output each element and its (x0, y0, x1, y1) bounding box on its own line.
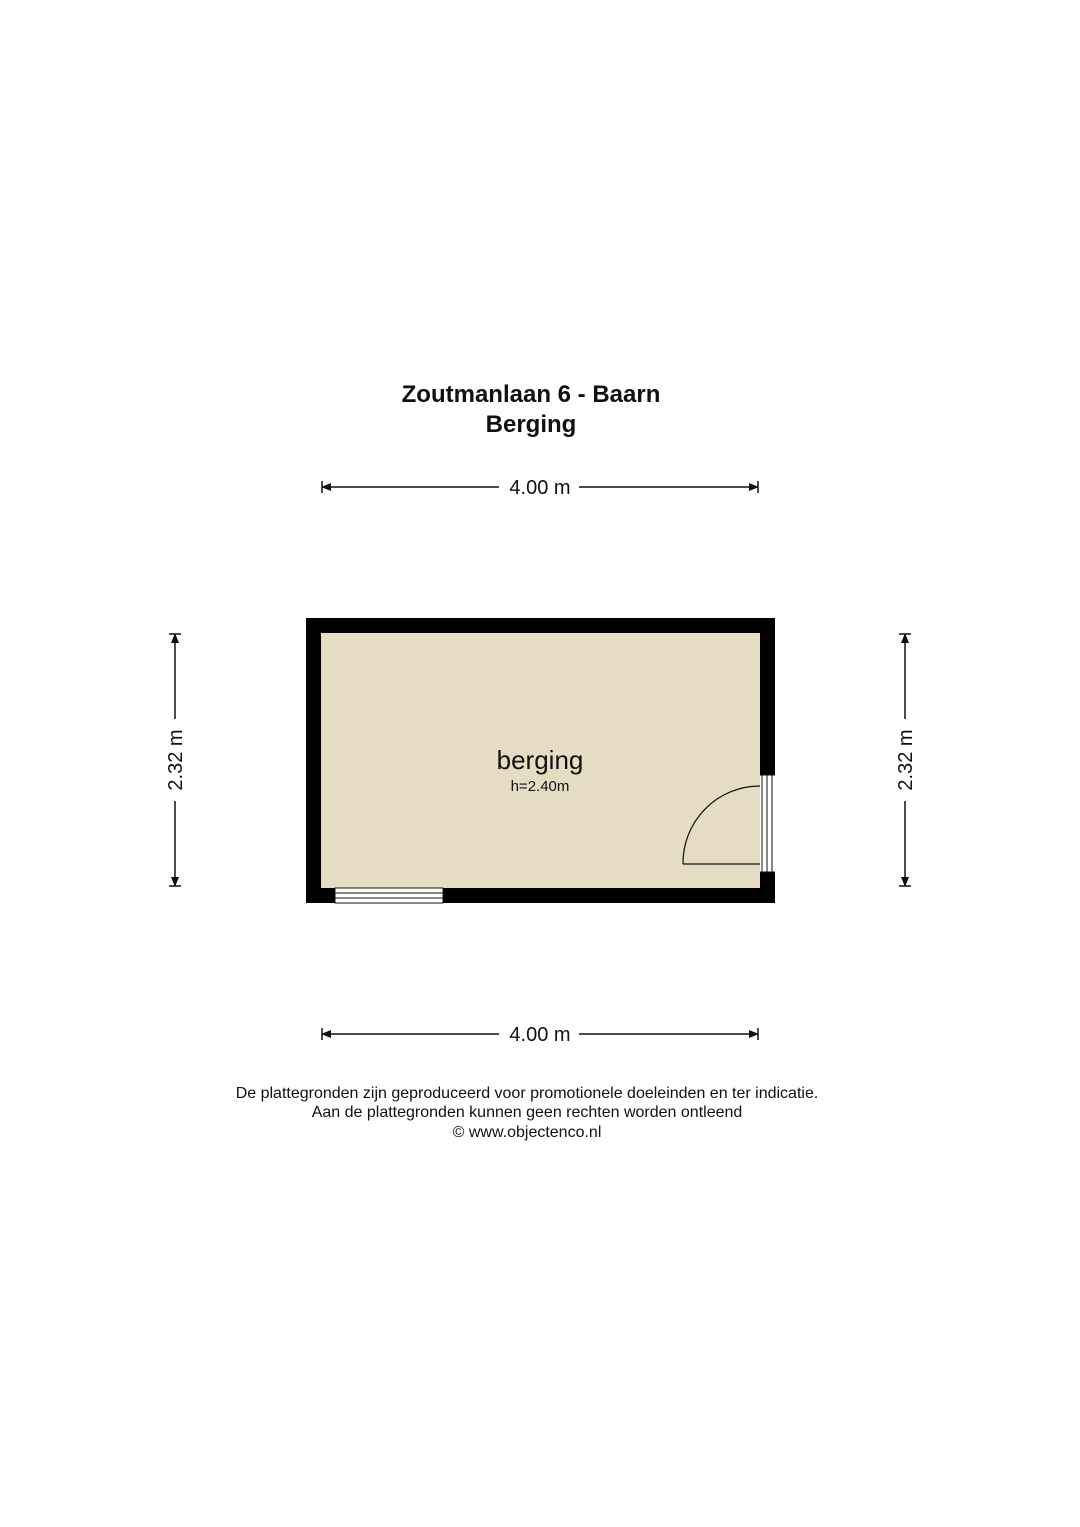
wall-bottom-left (306, 888, 335, 903)
dimension-bottom-label: 4.00 m (509, 1024, 571, 1046)
room-name-label: berging (496, 745, 584, 775)
dimension-bottom-width (322, 1024, 758, 1046)
wall-left (306, 618, 321, 903)
dimension-top-width (322, 477, 758, 499)
dimension-left-label: 2.32 m (165, 729, 187, 791)
dimension-left-depth (165, 634, 187, 886)
wall-top (306, 618, 775, 633)
disclaimer-line-2: Aan de plattegronden kunnen geen rechten worden ontleend (311, 1104, 743, 1121)
window (335, 888, 443, 903)
plan-address-title: Zoutmanlaan 6 - Baarn (401, 381, 661, 408)
wall-right-upper (760, 618, 775, 775)
copyright-line: © www.objectenco.nl (452, 1124, 602, 1141)
dimension-right-depth (895, 634, 917, 886)
plan-floor-title: Berging (485, 411, 577, 438)
wall-bottom-right (443, 888, 775, 903)
dimension-right-label: 2.32 m (895, 729, 917, 791)
disclaimer-line-1: De plattegronden zijn geproduceerd voor promotionele doeleinden en ter indicatie. (235, 1085, 819, 1102)
dimension-top-label: 4.00 m (509, 477, 571, 499)
room-height-label: h=2.40m (510, 778, 570, 795)
